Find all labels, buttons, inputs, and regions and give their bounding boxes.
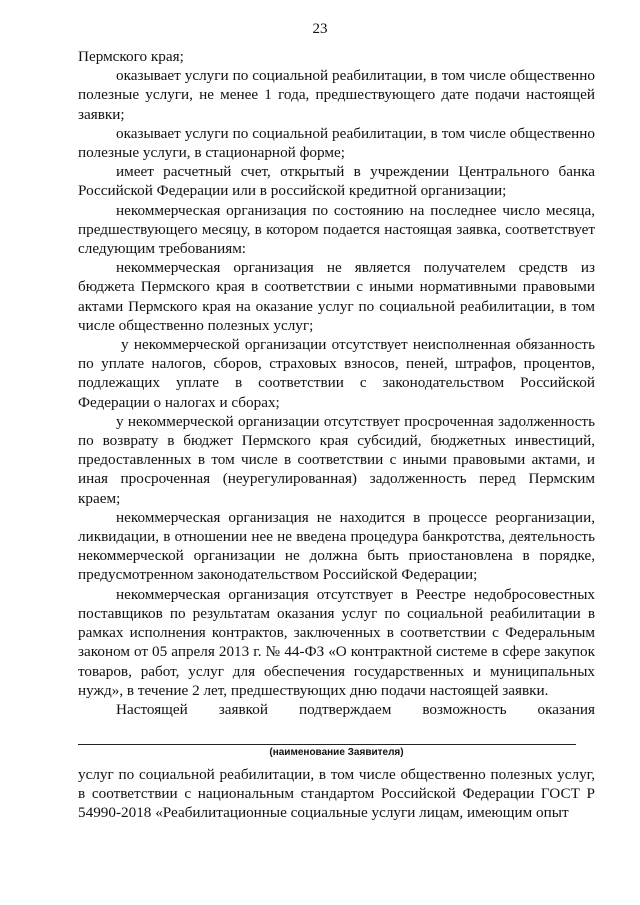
applicant-name-caption: (наименование Заявителя) [269,747,404,758]
paragraph: некоммерческая организация не является получателем средств из бюджета Пермского края в соответствии с иными нормативными правовыми актами Пермского края на оказание услуг по социальной реабилитации, в том числе общественно полезных услуг; [78,259,595,334]
page-number: 23 [312,21,328,37]
paragraph: некоммерческая организация по состоянию на последнее число месяца, предшествующего месяцу, в котором подается настоящая заявка, соответствует следующим требованиям: [78,201,595,258]
continuation-text [78,765,595,823]
body-text [78,47,595,719]
paragraph: Настоящей заявкой подтверждаем возможность оказания [116,700,595,718]
paragraph: оказывает услуги по социальной реабилитации, в том числе общественно полезные услуги, в стационарной форме; [78,124,595,162]
paragraph: имеет расчетный счет, открытый в учреждении Центрального банка Российской Федерации или в российской кредитной организации; [78,163,595,200]
paragraph: Пермского края; [78,48,184,65]
applicant-name-blank-line [78,744,576,745]
paragraph: у некоммерческой организации отсутствует неисполненная обязанность по уплате налогов, сборов, страховых взносов, пеней, штрафов, процентов, подлежащих уплате в соответствии с законодательством Российской Федерации о налогах и сборах; [78,336,595,411]
paragraph: услуг по социальной реабилитации, в том числе общественно полезных услуг, в соответствии с национальным стандартом Российской Федерации ГОСТ Р 54990-2018 «Реабилитационные социальные услуги лицам, имеющим опыт [78,766,595,822]
paragraph: некоммерческая организация отсутствует в Реестре недобросовестных поставщиков по результатам оказания услуг по социальной реабилитации в рамках исполнения контрактов, заключенных в соответствии с Федеральным законом от 05 апреля 2013 г. № 44-ФЗ «О контрактной системе в сфере закупок товаров, работ, услуг для обеспечения государственных и муниципальных нужд», в течение 2 лет, предшествующих дню подачи настоящей заявки. [78,585,595,699]
paragraph: некоммерческая организация не находится в процессе реорганизации, ликвидации, в отношении нее не введена процедура банкротства, деятельность некоммерческой организации не должна быть приостановлена в порядке, предусмотренном законодательством Российской Федерации; [78,508,595,584]
paragraph: оказывает услуги по социальной реабилитации, в том числе общественно полезные услуги, не менее 1 года, предшествующего дате подачи настоящей заявки; [78,67,595,123]
paragraph: у некоммерческой организации отсутствует просроченная задолженность по возврату в бюджет Пермского края субсидий, бюджетных инвестиций, предоставленных в том числе в соответствии с иными правовыми актами, и иная просроченная (неурегулированная) задолженность перед Пермским краем; [78,412,595,507]
